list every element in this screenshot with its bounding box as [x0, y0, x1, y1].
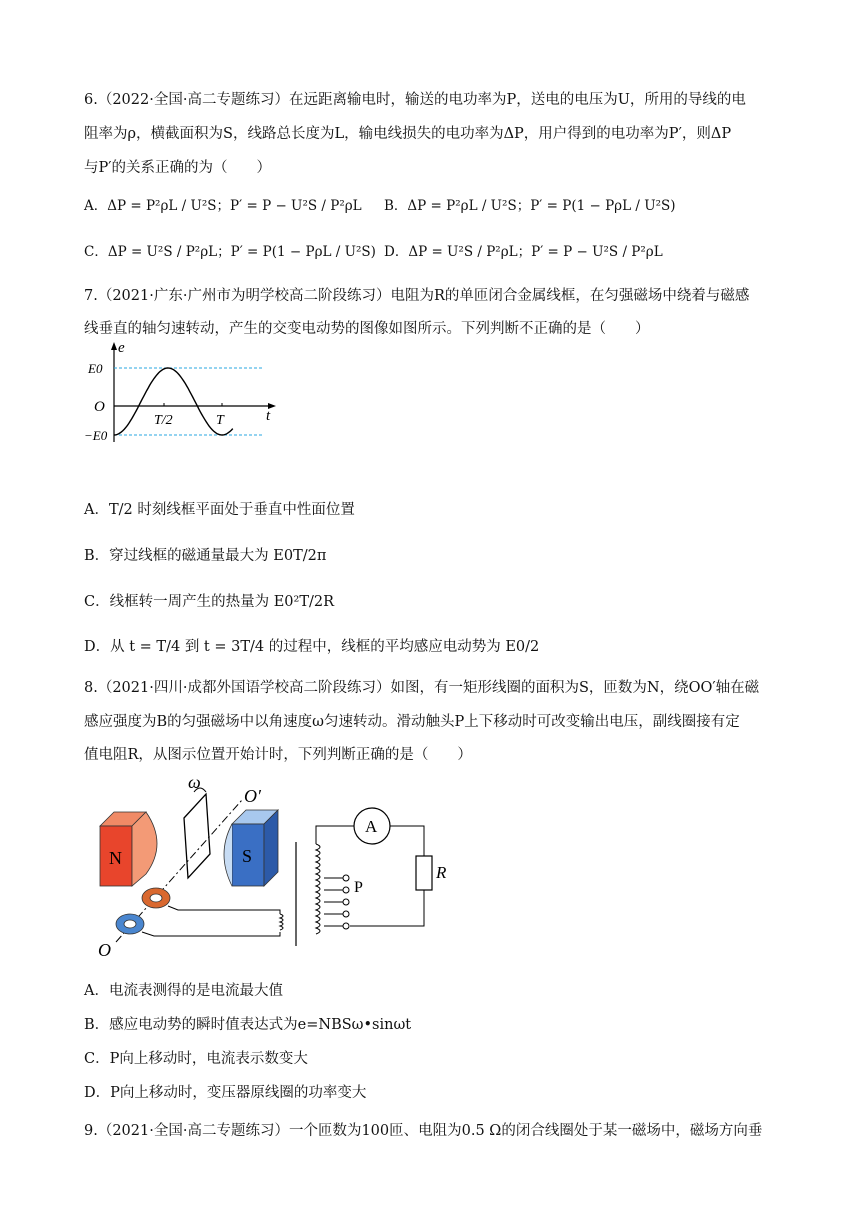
primary-coil: [280, 914, 283, 930]
half-period-label: T/2: [154, 413, 173, 428]
omega-label: ω: [188, 774, 201, 792]
q7-line1: 7.（2021·广东·广州市为明学校高二阶段练习）电阻为R的单匝闭合金属线框，在匀强磁场中绕着与磁感: [84, 288, 750, 304]
origin-label: O: [94, 399, 105, 415]
q6-line1: 6.（2022·全国·高二专题练习）在远距离输电时，输送的电功率为P，送电的电压为U，所用的导线的电: [84, 92, 746, 108]
q6-option-a[interactable]: A．ΔP = P²ρL / U²S；P′ = P − U²S / P²ρL: [84, 198, 362, 214]
p-label: P: [354, 879, 363, 896]
q6-option-b[interactable]: B．ΔP = P²ρL / U²S；P′ = P(1 − PρL / U²S): [384, 198, 676, 214]
sliding-contact-p: [343, 923, 349, 929]
n-label: N: [109, 848, 122, 868]
q7-option-d[interactable]: D．从 t = T/4 到 t = 3T/4 的过程中，线框的平均感应电动势为 E0/2: [84, 639, 540, 655]
s-label: S: [242, 846, 253, 866]
s-magnet-side: [264, 810, 278, 886]
wire-bottom: [142, 932, 280, 936]
o-label: O: [98, 940, 111, 960]
q8-option-a[interactable]: A．电流表测得的是电流最大值: [84, 983, 283, 999]
q9-line1: 9.（2021·全国·高二专题练习）一个匝数为100匝、电阻为0.5 Ω的闭合线圈处于某一磁场中，磁场方向垂: [84, 1123, 763, 1139]
period-label: T: [216, 413, 224, 428]
e-axis-arrow: [111, 342, 117, 350]
q8-option-c[interactable]: C．P向上移动时，电流表示数变大: [84, 1051, 308, 1067]
q7-option-b[interactable]: B．穿过线框的磁通量最大为 E0T/2π: [84, 548, 327, 564]
generator-figure: [84, 774, 454, 964]
ammeter-label: A: [365, 817, 378, 836]
q6-line3: 与P′的关系正确的为（ ）: [84, 160, 272, 176]
emf-graph: [84, 340, 284, 450]
e-axis-label: e: [118, 340, 125, 356]
q8-line3: 值电阻R，从图示位置开始计时，下列判断正确的是（ ）: [84, 747, 472, 763]
resistor-r: [416, 856, 432, 890]
e0-label: E0: [88, 361, 103, 376]
resistor-label: R: [436, 863, 447, 882]
n-magnet-curve: [132, 812, 157, 886]
wire-top: [168, 906, 280, 914]
q7-option-c[interactable]: C．线框转一周产生的热量为 E0²T/2R: [84, 594, 335, 610]
s-magnet-curve: [224, 824, 232, 886]
q8-option-b[interactable]: B．感应电动势的瞬时值表达式为e=NBSω•sinωt: [84, 1017, 412, 1033]
sine-curve: [114, 368, 233, 435]
neg-e0-label: −E0: [84, 428, 108, 443]
q6-option-c[interactable]: C．ΔP = U²S / P²ρL；P′ = P(1 − PρL / U²S): [84, 244, 376, 260]
q6-line2: 阻率为ρ，横截面积为S，线路总长度为L，输电线损失的电功率为ΔP，用户得到的电功率为P′，则ΔP: [84, 126, 732, 142]
secondary-coil: [316, 844, 320, 934]
q8-line1: 8.（2021·四川·成都外国语学校高二阶段练习）如图，有一矩形线圈的面积为S，匝数为N，绕OO′轴在磁: [84, 680, 760, 696]
q7-option-a[interactable]: A．T/2 时刻线框平面处于垂直中性面位置: [84, 502, 355, 518]
q8-option-d[interactable]: D．P向上移动时，变压器原线圈的功率变大: [84, 1085, 367, 1101]
q6-option-d[interactable]: D．ΔP = U²S / P²ρL；P′ = P − U²S / P²ρL: [384, 244, 663, 260]
o-prime-label: O′: [244, 786, 261, 806]
q7-line2: 线垂直的轴匀速转动，产生的交变电动势的图像如图所示。下列判断不正确的是（ ）: [84, 321, 650, 337]
t-axis-label: t: [266, 408, 271, 424]
q8-line2: 感应强度为B的匀强磁场中以角速度ω匀速转动。滑动触头P上下移动时可改变输出电压，副线圈接有定: [84, 714, 740, 730]
rotating-coil: [184, 794, 210, 878]
